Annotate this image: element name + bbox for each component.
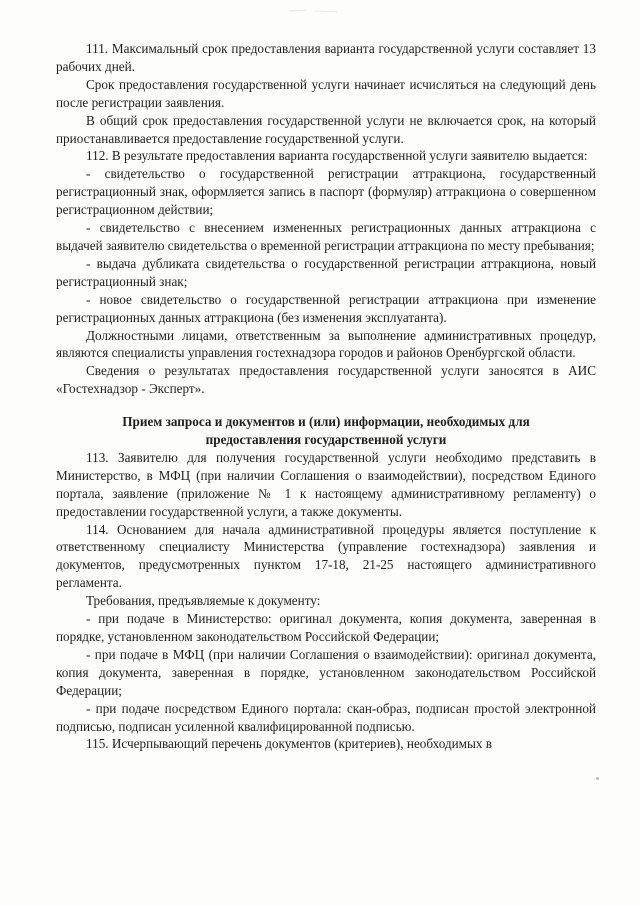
paragraph-114: 114. Основанием для начала административной процедуры является поступление к ответственному специалисту Министерства (управление гостехнадзора) заявления и документов, предусмотренных пунктом 17-18, 21-25 настоящего административного регламента. bbox=[56, 521, 596, 591]
section-heading-line1: Прием запроса и документов и (или) информации, необходимых для bbox=[122, 414, 530, 430]
section-spacer bbox=[56, 398, 596, 413]
list-item-mfc-submission: - при подаче в МФЦ (при наличии Соглашения о взаимодействии): оригинал документа, копия документа, заверенная в порядке, установленном законодательством Российской Федерации; bbox=[56, 646, 596, 698]
list-item-duplicate-certificate: - выдача дубликата свидетельства о государственной регистрации аттракциона, новый регистрационный знак; bbox=[56, 255, 596, 289]
paragraph-112: 112. В результате предоставления варианта государственной услуги заявителю выдается: bbox=[86, 148, 588, 164]
paragraph-115: 115. Исчерпывающий перечень документов (критериев), необходимых в bbox=[86, 736, 492, 752]
section-heading-line2: предоставления государственной услуги bbox=[205, 432, 447, 448]
list-item-portal-submission: - при подаче посредством Единого портала: скан-образ, подписан простой электронной подписью, подписан усиленной квалифицированной подписью. bbox=[56, 700, 596, 734]
scan-artifact bbox=[287, 6, 339, 16]
scan-dot bbox=[596, 777, 599, 780]
list-item-ministry-submission: - при подаче в Министерство: оригинал документа, копия документа, заверенная в порядке, установленном законодательством Российской Федерации; bbox=[56, 611, 596, 644]
paragraph-service-term-start: Срок предоставления государственной услуги начинает исчисляться на следующий день после регистрации заявления. bbox=[56, 76, 596, 110]
paragraph-ais-records: Сведения о результатах предоставления государственной услуги заносятся в АИС «Гостехнадзор - Эксперт». bbox=[56, 363, 596, 397]
paragraph-document-requirements: Требования, предъявляемые к документу: bbox=[86, 593, 321, 609]
paragraph-113: 113. Заявителю для получения государственной услуги необходимо представить в Министерство, в МФЦ (при наличии Соглашения о взаимодействии), посредством Единого портала, заявление (приложение № 1 к настоящему административному регламенту) о предоставлении государственной услуги, а также документы. bbox=[56, 449, 596, 519]
list-item-changed-data-certificate: - свидетельство с внесением измененных регистрационных данных аттракциона с выдачей заявителю свидетельства о временной регистрации аттракциона по месту пребывания; bbox=[56, 220, 596, 253]
paragraph-service-term-exclusion: В общий срок предоставления государственной услуги не включается срок, на который приостанавливается предоставление государственной услуги. bbox=[56, 112, 596, 146]
section-heading bbox=[56, 413, 596, 449]
list-item-registration-certificate: - свидетельство о государственной регистрации аттракциона, государственный регистрационный знак, оформляется запись в паспорт (формуляр) аттракциона о совершенном регистрационном действии; bbox=[56, 166, 596, 218]
document-body bbox=[56, 40, 596, 753]
list-item-new-certificate: - новое свидетельство о государственной регистрации аттракциона при изменение регистрационных данных аттракциона (без изменения эксплуатанта). bbox=[56, 291, 596, 325]
paragraph-responsible-officials: Должностными лицами, ответственным за выполнение административных процедур, являются специалисты управления гостехнадзора городов и районов Оренбургской области. bbox=[56, 327, 596, 361]
paragraph-111: 111. Максимальный срок предоставления варианта государственной услуги составляет 13 рабочих дней. bbox=[56, 41, 596, 74]
